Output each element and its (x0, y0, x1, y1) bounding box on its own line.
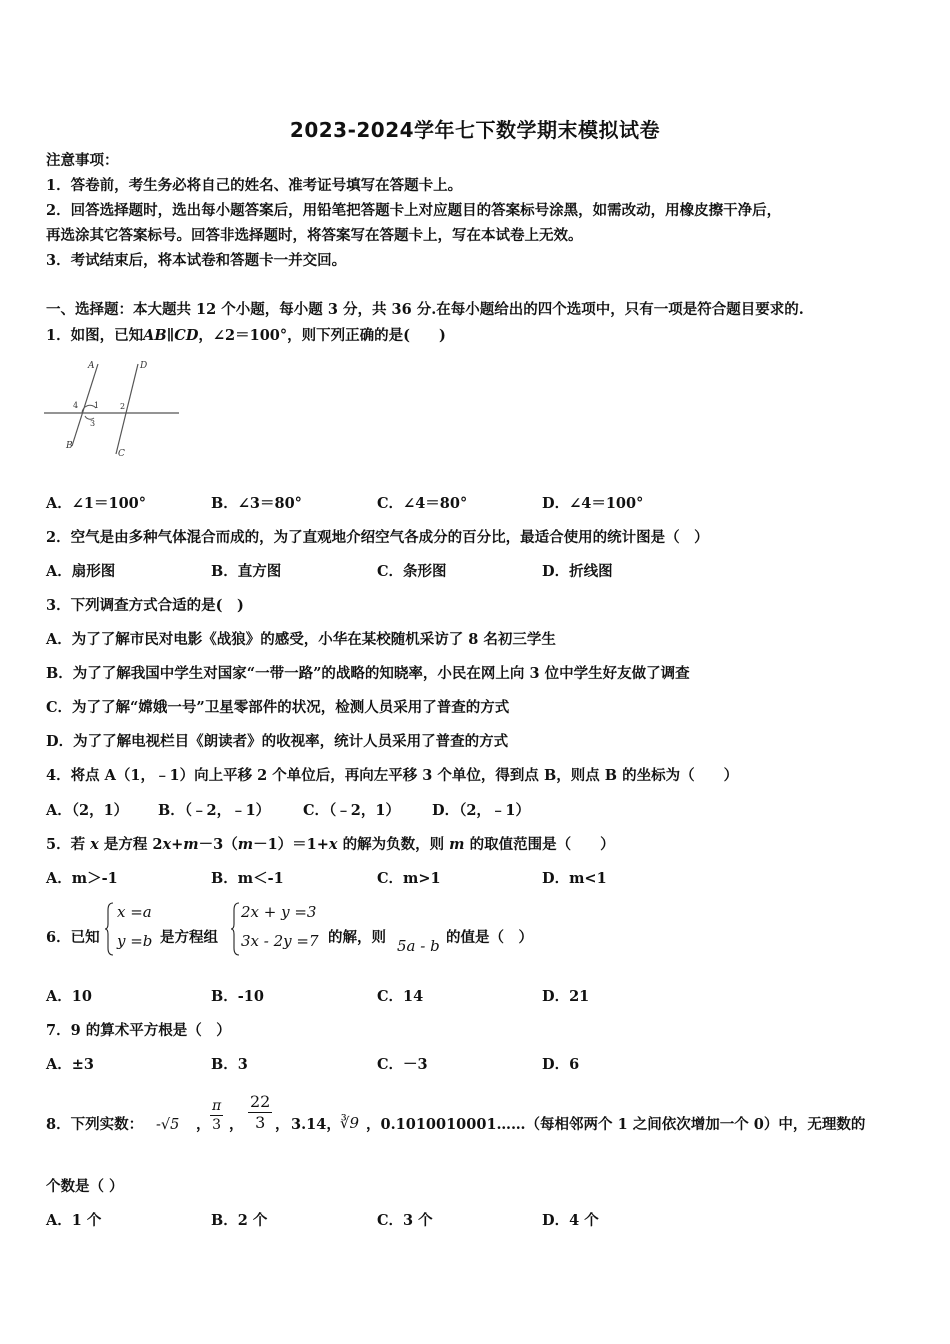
q6-option-b: B．-10 (211, 988, 264, 1005)
notice-item: 3．考试结束后，将本试卷和答题卡一并交回。 (46, 252, 347, 269)
figure-label-D: D (140, 361, 148, 371)
question-3-stem: 3．下列调查方式合适的是( ) (46, 597, 244, 614)
q6-option-a: A．10 (46, 988, 92, 1005)
q8-option-b: B．2 个 (211, 1212, 268, 1229)
q8-option-d: D．4 个 (542, 1212, 599, 1229)
figure-label-A: A (88, 361, 95, 371)
q5-option-d: D．m<1 (542, 870, 607, 887)
q4-option-b: B．（﹣2，﹣1） (158, 802, 271, 819)
q8-comma: ， (275, 1116, 290, 1133)
notice-item: 再选涂其它答案标号。回答非选择题时，将答案写在答题卡上，写在本试卷上无效。 (46, 227, 583, 244)
question-2-stem: 2．空气是由多种气体混合而成的，为了直观地介绍空气各成分的百分比，最适合使用的统计图是（ ） (46, 529, 709, 546)
page-title: 2023-2024学年七下数学期末模拟试卷 (289, 118, 661, 142)
question-6-suffix: 的值是（ ） (446, 929, 533, 946)
q5-option-a: A．m＞-1 (46, 870, 118, 887)
q3-option-c: C．为了了解“嫦娥一号”卫星零部件的状况，检测人员采用了普查的方式 (46, 699, 510, 716)
q2-option-a: A．扇形图 (46, 563, 116, 580)
notice-item: 1．答卷前，考生务必将自己的姓名、准考证号填写在答题卡上。 (46, 177, 463, 194)
q6-system-1-eq-1: x =a (117, 903, 152, 921)
q8-option-c: C．3 个 (377, 1212, 433, 1229)
q8-comma: ， (196, 1116, 211, 1133)
question-4-stem: 4．将点 A（1，﹣1）向上平移 2 个单位后，再向左平移 3 个单位，得到点 B，则点 B 的坐标为（ ） (46, 767, 739, 784)
q8-option-a: A．1 个 (46, 1212, 102, 1229)
q6-system-2-eq-1: 2x + y =3 (241, 903, 317, 921)
q1-option-a: A．∠1＝100° (46, 495, 147, 512)
q8-frac-pi: $\frac{\pi}{3}$ (212, 1098, 222, 1133)
question-8-prefix: 8．下列实数： (46, 1116, 144, 1133)
q8-frac-22-3: $\frac{22}{3}$ (250, 1092, 271, 1132)
q7-option-c: C．－3 (377, 1056, 428, 1073)
q5-option-b: B．m＜-1 (211, 870, 284, 887)
question-7-stem: 7．9 的算术平方根是（ ） (46, 1022, 231, 1039)
q6-brace-2 (230, 902, 240, 956)
section-heading: 一、选择题：本大题共 12 个小题，每小题 3 分，共 36 分.在每小题给出的四个选项中，只有一项是符合题目要求的. (46, 301, 804, 318)
q6-system-2-eq-2: 3x - 2y =7 (241, 932, 319, 950)
question-1-stem: 1．如图，已知AB∥CD，∠2＝100°，则下列正确的是( ) (46, 327, 446, 344)
q8-tail: ，0.1010010001……（每相邻两个 1 之间依次增加一个 0）中，无理数的 (366, 1116, 866, 1133)
q4-option-d: D．（2，﹣1） (432, 802, 531, 819)
notice-item: 2．回答选择题时，选出每小题答案后，用铅笔把答题卡上对应题目的答案标号涂黑，如需改动，用橡皮擦干净后， (46, 202, 782, 219)
q4-option-c: C．（﹣2，1） (303, 802, 400, 819)
q2-option-c: C．条形图 (377, 563, 447, 580)
q3-option-b: B．为了了解我国中学生对国家“一带一路”的战略的知晓率，小民在网上向 3 位中学生好友做了调查 (46, 665, 690, 682)
q6-expression: 5a - b (397, 937, 440, 955)
q1-figure (44, 356, 184, 458)
q8-value-314: 3.14， (291, 1116, 341, 1133)
figure-label-2: 2 (120, 402, 126, 411)
figure-label-3: 3 (90, 419, 96, 428)
q5-option-c: C．m>1 (377, 870, 441, 887)
q6-option-c: C．14 (377, 988, 424, 1005)
q4-option-a: A．（2，1） (46, 802, 129, 819)
q1-option-b: B．∠3＝80° (211, 495, 302, 512)
q6-brace-1 (104, 902, 114, 956)
question-6-middle: 是方程组 (160, 929, 218, 946)
question-6-prefix: 6．已知 (46, 929, 100, 946)
q6-system-1-eq-2: y =b (117, 932, 153, 950)
q6-option-d: D．21 (542, 988, 590, 1005)
notice-heading: 注意事项： (46, 152, 119, 169)
q7-option-b: B．3 (211, 1056, 248, 1073)
q2-option-d: D．折线图 (542, 563, 613, 580)
q1-option-d: D．∠4＝100° (542, 495, 644, 512)
q7-option-d: D．6 (542, 1056, 580, 1073)
figure-label-B: B (66, 441, 73, 451)
figure-label-C: C (118, 449, 125, 458)
q3-option-d: D．为了了解电视栏目《朗读者》的收视率，统计人员采用了普查的方式 (46, 733, 509, 750)
q2-option-b: B．直方图 (211, 563, 282, 580)
q7-option-a: A．±3 (46, 1056, 94, 1073)
question-5-stem: 5．若 x 是方程 2x+m－3（m－1）＝1+x 的解为负数，则 m 的取值范围是（ ） (46, 836, 615, 853)
q8-cube-root: ∛9 (340, 1114, 360, 1132)
figure-label-1: 1 (94, 401, 100, 410)
q1-option-c: C．∠4＝80° (377, 495, 468, 512)
q8-neg-sqrt: -√5 (156, 1117, 180, 1133)
figure-label-4: 4 (73, 401, 79, 410)
q3-option-a: A．为了了解市民对电影《战狼》的感受，小华在某校随机采访了 8 名初三学生 (46, 631, 556, 648)
q8-continuation: 个数是（ ） (46, 1178, 124, 1195)
q8-comma: ， (229, 1116, 244, 1133)
question-6-after: 的解，则 (328, 929, 386, 946)
